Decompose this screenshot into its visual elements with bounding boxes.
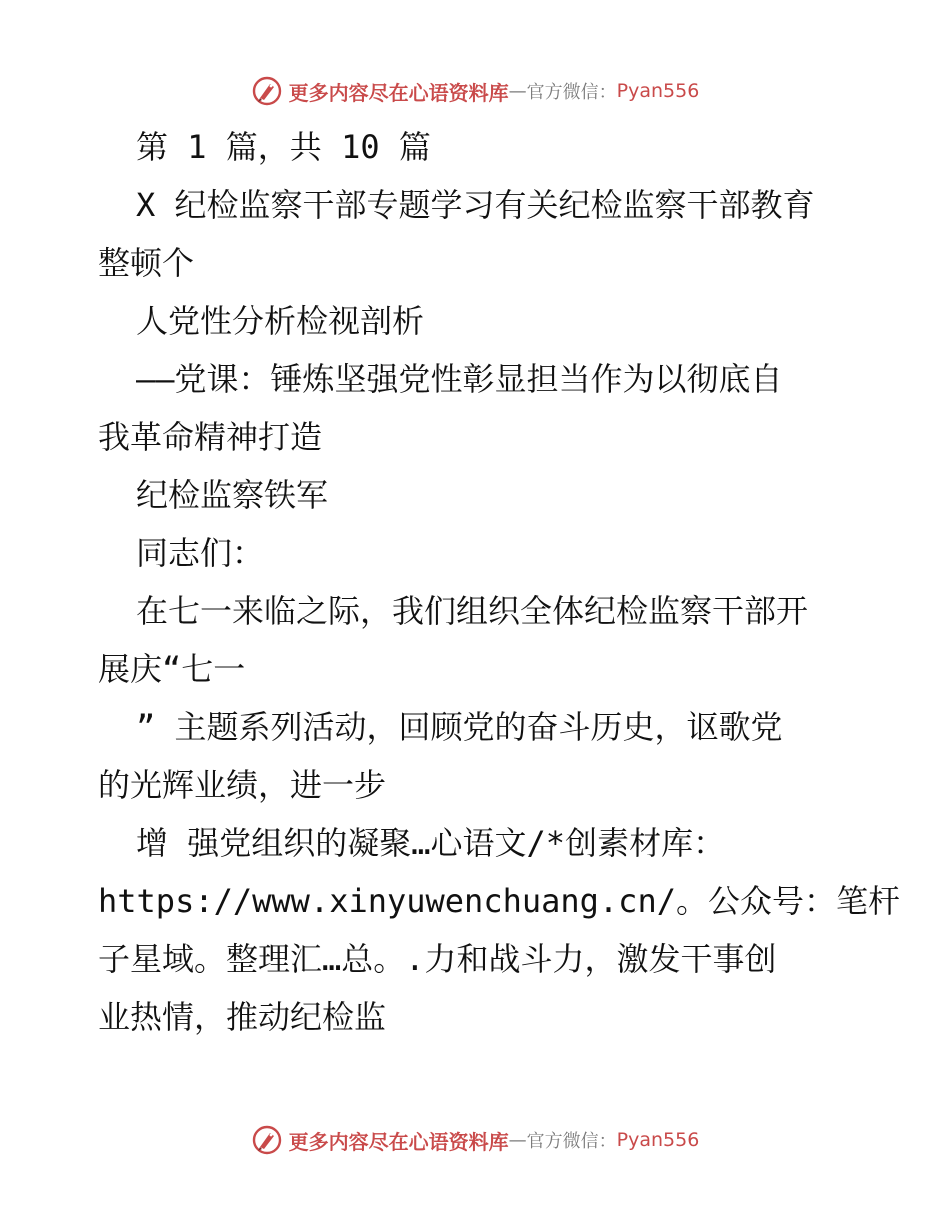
doc-line-paragraph: https://www.xinyuwenchuang.cn/。公众号：笔杆 [98,882,900,920]
banner-wechat-id: Pyan556 [616,1129,700,1151]
banner-wechat-label: 官方微信： [526,82,617,103]
doc-line-title-2: 整顿个 [98,244,195,282]
doc-line-title-3: 人党性分析检视剖析 [136,302,425,340]
doc-line-paragraph: 在七一来临之际，我们组织全体纪检监察干部开 [136,592,809,630]
banner-site-name: 更多内容尽在心语资料库 [288,80,509,105]
doc-line-paragraph: 的光辉业绩，进一步 [98,766,387,804]
banner-wechat-id: Pyan556 [616,80,700,102]
doc-line-paragraph: 子星域。整理汇…总。.力和战斗力，激发干事创 [98,940,777,978]
doc-line-page-count: 第 1 篇，共 10 篇 [136,128,431,166]
banner-site-name: 更多内容尽在心语资料库 [288,1129,509,1154]
doc-line-paragraph: 增 强党组织的凝聚…心语文/*创素材库： [136,824,726,862]
doc-line-subtitle-2: 我革命精神打造 [98,418,323,456]
doc-line-subtitle-3: 纪检监察铁军 [136,476,329,514]
pen-nib-logo-icon [251,1124,283,1156]
footer-banner [0,1120,950,1160]
doc-line-salutation: 同志们： [136,534,265,572]
banner-separator: — [508,1129,527,1151]
doc-line-subtitle-1: ——党课：锤炼坚强党性彰显担当作为以彻底自 [136,360,783,398]
banner-separator: — [508,80,527,102]
header-banner [0,71,950,111]
pen-nib-logo-icon [251,75,283,107]
doc-line-title-1: X 纪检监察干部专题学习有关纪检监察干部教育 [136,186,815,224]
banner-wechat-label: 官方微信： [526,1131,617,1152]
doc-line-paragraph: 业热情，推动纪检监 [98,998,387,1036]
doc-line-paragraph: ” 主题系列活动，回顾党的奋斗历史，讴歌党 [136,708,783,746]
doc-line-paragraph: 展庆“七一 [98,650,246,688]
